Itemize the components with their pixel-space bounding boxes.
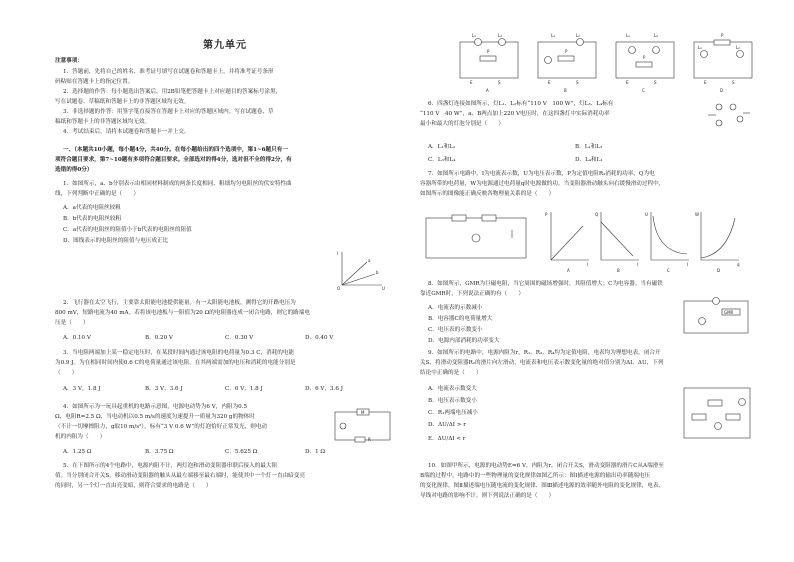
section-intro: 项符合题目要求，第7~10题有多项符合题目要求。全部选对的得4分，选对但不全的得2分，有 xyxy=(55,157,292,163)
question-4-option[interactable]: A．1.25 Ω xyxy=(63,449,92,455)
four-lamp-figure xyxy=(706,99,751,131)
source-label: E xyxy=(470,80,473,85)
question-6-option[interactable]: D．L₄和L₁ xyxy=(575,157,603,163)
switch-label: S xyxy=(654,80,657,85)
q7-graph-a xyxy=(545,212,589,273)
question-1-option[interactable]: C．a代表的电阻丝的阻值小于b代表的电阻丝的阻值 xyxy=(63,227,192,233)
left-column xyxy=(55,0,395,562)
question-1-text: 1．如图所示，a、b分别表示由相同材料制成的两条长度相同、粗细均匀电阻丝的伏安特性曲 xyxy=(63,181,292,187)
lamp-label: L₂ xyxy=(498,33,502,38)
lamp-label: L₁ xyxy=(698,45,702,50)
question-9-option[interactable]: B．电压表示数变小 xyxy=(428,398,477,404)
question-4-text: （不计一切摩擦阻力，g取10 m/s²），标有“3 V 0.6 W”的灯泡恰好正常发光，则电动 xyxy=(55,424,268,430)
slider-label: P xyxy=(565,49,568,54)
graph-choice-label: C xyxy=(667,268,670,273)
question-6-option[interactable]: A．L₁和L₂ xyxy=(428,144,456,150)
graph-axis-label: Q xyxy=(595,212,599,217)
question-5-text: 5．在下图所示的4个电路中，电源内阻不计，两灯泡和滑动变阻器串联后接入的最大阻 xyxy=(63,463,278,469)
question-9-option[interactable]: E．ΔU/ΔI < r xyxy=(428,436,466,442)
question-1-option[interactable]: B．b代表的电阻丝较粗 xyxy=(63,216,122,222)
source-label: E xyxy=(548,80,551,85)
switch-label: S xyxy=(498,80,501,85)
question-3-text: 为0.9 J。为在相同时间内使0.6 C的电荷量通过该电阻，在其两端需加的电压和消耗的电能分别是 xyxy=(55,360,296,366)
notice-line: 1．答题前，先将自己的姓名、准考证号填写在试题卷和答题卡上，并将准考证号条形 xyxy=(63,69,274,75)
motor-label: M xyxy=(361,410,365,415)
circuit-b xyxy=(538,33,596,93)
lamp-label: L₂ xyxy=(576,33,580,38)
graph-line-b: b xyxy=(376,270,379,275)
question-3-text: 3．当电阻两端加上某一稳定电压时，在某段时间内通过该电阻的电荷量为0.3 C，消耗的电能 xyxy=(63,350,295,356)
graph-line-a: a xyxy=(368,258,371,263)
question-3-option[interactable]: B．3 V，3.6 J xyxy=(145,386,183,392)
lamp-label: L₁ xyxy=(551,33,555,38)
graph-axis-label: P xyxy=(545,212,548,217)
graph-axis-label: I xyxy=(687,262,689,267)
question-7-text: 如图所示的图像能正确反映各物理量关系的是（ ） xyxy=(420,191,555,197)
question-8-option[interactable]: C．电压表的示数变小 xyxy=(428,327,483,333)
question-3-option[interactable]: D．6 V，3.6 J xyxy=(305,386,343,392)
question-4-text: 4．如图所示为一玩具起重机的电路示意图，电源电动势为6 V，内阻为0.5 xyxy=(63,404,248,410)
graph-axis-label: I xyxy=(637,262,639,267)
section-intro: 选错的得0分） xyxy=(55,167,93,173)
question-4-option[interactable]: C．5.625 Ω xyxy=(225,449,258,455)
graph-axis-label: W xyxy=(695,212,699,217)
question-9-option[interactable]: A．电流表示数变大 xyxy=(428,386,477,392)
question-4-option[interactable]: B．3.75 Ω xyxy=(145,449,174,455)
question-8-text: 靠近GMR时，下列说法正确的有（ ） xyxy=(420,291,524,297)
slider-label: P xyxy=(643,55,646,60)
question-5-text: 值。当分别闭合开关S，移动滑动变阻器的触头从最左端移至最右端时，能使其中一个灯一直由暗变亮 xyxy=(55,473,305,479)
right-column xyxy=(420,0,755,562)
question-3-option[interactable]: A．3 V，1.8 J xyxy=(63,386,101,392)
q7-graph-d xyxy=(695,212,740,273)
question-9-option[interactable]: C．R₁两端电压减小 xyxy=(428,410,478,416)
question-7-text: 7．如图所示电路中，I为电流表示数，U为电压表示数，P为定值电阻R₂消耗的功率，Q为电 xyxy=(428,171,655,177)
notice-line: 3．非选择题的作答：用签字笔直接答在答题卡上对应的答题区域内。写在试题卷、草 xyxy=(63,109,274,115)
q7-graph-c xyxy=(645,212,689,273)
source-label: E xyxy=(704,80,707,85)
iv-graph-figure xyxy=(337,250,387,290)
question-1-option[interactable]: A．a代表的电阻丝较粗 xyxy=(63,205,121,211)
lamp-label: L₂ xyxy=(736,45,740,50)
gmr-circuit-figure xyxy=(682,297,752,337)
q7-graph-b xyxy=(595,212,639,273)
notice-heading: 注意事项： xyxy=(55,58,83,64)
graph-axis-label: U xyxy=(645,212,648,217)
slider-label: P xyxy=(721,33,724,38)
source-label: E xyxy=(626,80,629,85)
q7-figure xyxy=(422,208,752,272)
question-5-text: 的同时，另一个灯一直由亮变暗，则符合要求的电路是（ ） xyxy=(55,483,212,489)
question-10-text: B端的过程中，电路中的一些物理量的变化规律如图乙所示：图Ⅰ描述电源的输出功率随端电压 xyxy=(420,473,651,479)
graph-axis-label: q xyxy=(737,262,740,267)
question-2-text: 800 mV，短路电流为40 mA。若将该电池板与一阻值为20 Ω的电阻器连成一闭合电路，则它的路端电 xyxy=(55,310,310,316)
q9-circuit-figure xyxy=(682,378,754,442)
notice-line: 4．考试结束后，请将本试题卷和答题卡一并上交。 xyxy=(63,129,190,135)
question-1-option[interactable]: D．图线表示的电阻丝的阻值与电压成正比 xyxy=(63,238,169,244)
gmr-label: GMR xyxy=(724,310,734,315)
circuit-c xyxy=(616,33,674,93)
graph-axis-label: I xyxy=(587,262,589,267)
question-4-text: Ω，电阻R=2.5 Ω，当电动机以0.5 m/s的速度匀速提升一质量为320 g的物体时 xyxy=(55,414,255,420)
page-title: 第九单元 xyxy=(203,40,247,51)
question-8-text: 8．如图所示，GMR为巨磁电阻，当它周围的磁场增强时，其阻值增大；C为电容器。当有磁铁 xyxy=(428,281,663,287)
question-10-text: 的变化规律，图Ⅱ描述端电压随电流的变化规律、图Ⅲ描述电源的效率随外电阻的变化规律，电表、 xyxy=(420,483,665,489)
section-intro: 一、（本题共10小题，每小题4分，共40分。在每小题给出的四个选项中，第1~6题只有一 xyxy=(63,147,288,153)
crane-circuit-figure xyxy=(333,410,393,444)
slider-label: P xyxy=(487,49,490,54)
notice-line: 码粘贴在答题卡上的指定位置。 xyxy=(55,79,134,85)
circuit-label: B xyxy=(564,88,567,93)
question-2-text: 压是（ ） xyxy=(55,320,89,326)
question-10-text: 10．如图甲所示，电源的电动势E=6 V，内阻为r，闭合开关S，滑动变阻器的滑片C从A端滑至 xyxy=(428,463,664,469)
question-9-text: 结论中正确的是（ ） xyxy=(420,370,482,376)
question-8-option[interactable]: A．电流表的示数减小 xyxy=(428,305,483,311)
question-9-text: 关S，将滑动变阻器R₂的滑片向左滑动，电流表和电压表示数变化量的绝对值分别为ΔI、ΔU，下列 xyxy=(420,360,664,366)
question-2-option[interactable]: A．0.10 V xyxy=(63,335,91,341)
lamp-label: L₂ xyxy=(654,33,658,38)
switch-label: S xyxy=(732,80,735,85)
graph-choice-label: B xyxy=(617,268,620,273)
lamp-label: L₁ xyxy=(626,33,630,38)
circuit-d xyxy=(694,33,752,93)
question-4-option[interactable]: D．1 Ω xyxy=(305,449,326,455)
question-1-text: 线，下列判断中正确的是（ ） xyxy=(55,191,139,197)
question-3-text: （ ） xyxy=(55,370,78,376)
question-6-option[interactable]: C．L₃和L₄ xyxy=(428,157,456,163)
q7-circuit xyxy=(426,215,526,258)
circuit-label: D xyxy=(720,88,724,93)
question-7-text: 容器所带的电荷量，W为电源通过电荷量q时电源做的功。当变阻器滑动触头向右缓慢滑动过程中， xyxy=(420,181,665,187)
question-6-text: 最小和最大的灯泡分别是（ ） xyxy=(420,121,504,127)
circuit-label: C xyxy=(642,88,645,93)
question-8-option[interactable]: D．电源内部消耗的功率变大 xyxy=(428,338,500,344)
graph-y-label: I xyxy=(337,251,339,256)
q5-circuits-figure xyxy=(458,33,758,94)
question-4-text: 机的内阻为（ ） xyxy=(55,434,106,440)
question-9-option[interactable]: D．ΔU/ΔI > r xyxy=(428,422,466,428)
graph-choice-label: A xyxy=(567,268,570,273)
switch-label: S xyxy=(576,80,579,85)
notice-line: 写在试题卷、草稿纸和答题卡上的非答题区域均无效。 xyxy=(55,99,190,105)
graph-origin: O xyxy=(337,286,341,291)
question-10-text: 导线对电路的影响不计。则下列说法正确的是（ ） xyxy=(420,493,555,499)
question-2-text: 2．飞行器在太空飞行，主要靠太阳能电池提供能量。有一太阳能电池板，测得它的开路电压为 xyxy=(63,300,296,306)
graph-choice-label: D xyxy=(717,268,721,273)
question-8-option[interactable]: B．电容器C的电荷量增大 xyxy=(428,316,493,322)
circuit-label: A xyxy=(486,88,489,93)
question-2-option[interactable]: C．0.30 V xyxy=(225,335,254,341)
circuit-a xyxy=(460,33,518,93)
question-9-text: 9．如图所示的电路中，电源内阻为r，R₁、R₃、R₄均为定值电阻，电表均为理想电表。闭合开 xyxy=(428,350,661,356)
question-6-text: “110 V 40 W”，a、B两点加上220 V电压时，在这四盏灯中实际消耗功率 xyxy=(420,111,610,117)
question-2-option[interactable]: D．0.40 V xyxy=(305,335,334,341)
notice-line: 稿纸和答题卡上的非答题区域均无效。 xyxy=(55,119,151,125)
resistor-label: R xyxy=(368,437,371,442)
question-6-option[interactable]: B．L₁和L₃ xyxy=(575,144,603,150)
question-3-option[interactable]: C．6 V，1.8 J xyxy=(225,386,263,392)
question-2-option[interactable]: B．0.20 V xyxy=(145,335,173,341)
lamp-label: L₁ xyxy=(472,33,476,38)
question-6-text: 6．四盏灯连接如图所示，灯L₁、L₂标有“110 V 100 W”，灯L₃、L₄标有 xyxy=(428,101,614,107)
notice-line: 2．选择题的作答：每小题选出答案后，用2B铅笔把答题卡上对应题目的答案标号涂黑， xyxy=(63,89,282,95)
graph-x-label: U xyxy=(382,286,385,291)
